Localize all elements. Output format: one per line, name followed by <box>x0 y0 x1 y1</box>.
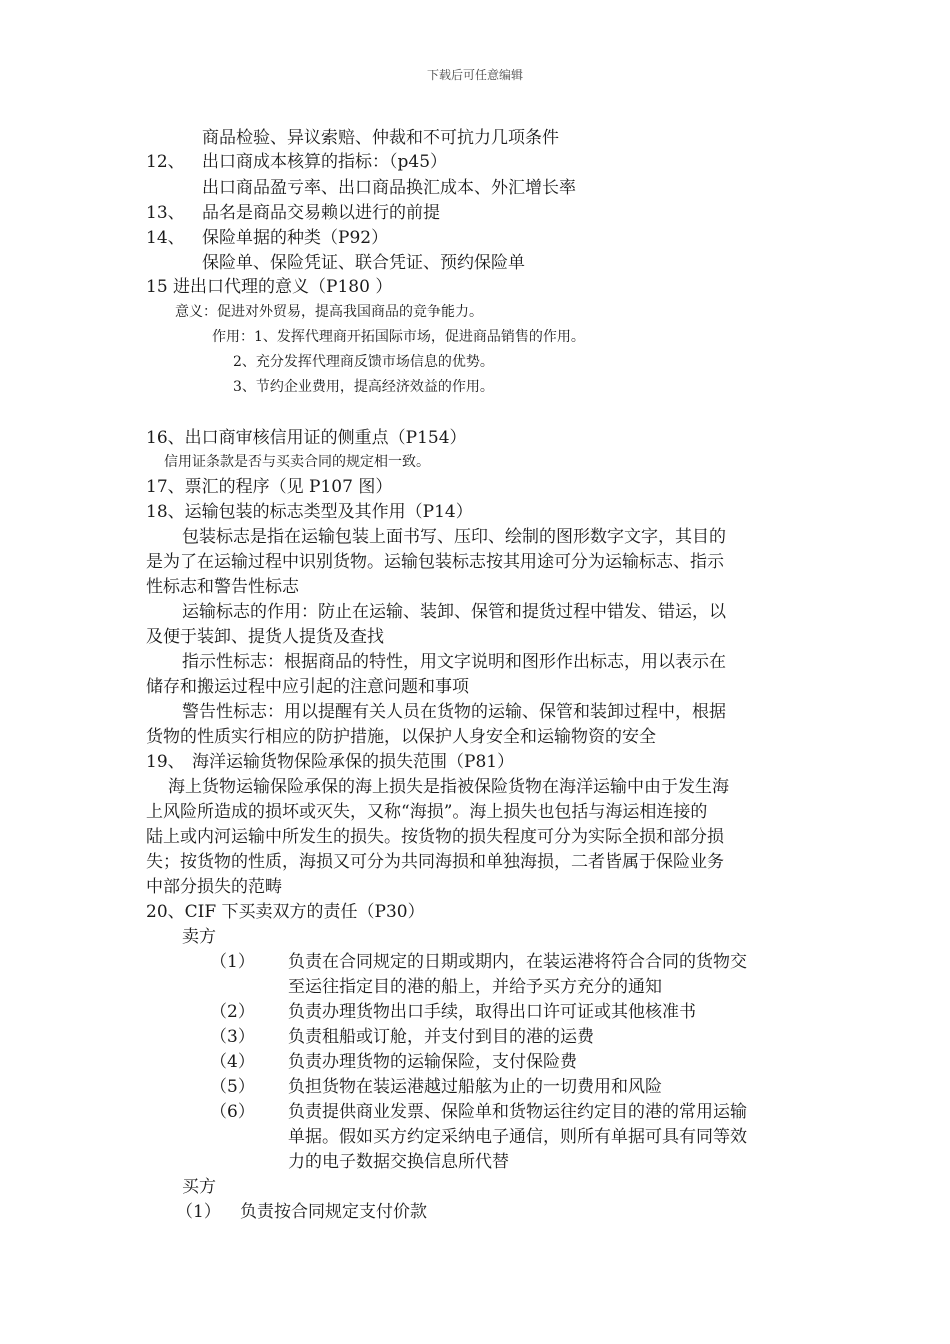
list-item: 负责办理货物出口手续，取得出口许可证或其他核准书 <box>288 1002 696 1022</box>
text-line: 3、节约企业费用，提高经济效益的作用。 <box>233 379 494 395</box>
list-item: 负责在合同规定的日期或期内，在装运港将符合合同的货物交 <box>288 952 747 972</box>
list-number: （1） <box>210 952 255 972</box>
item-number: 19、 <box>146 752 185 772</box>
list-number: （6） <box>210 1102 255 1122</box>
text-line: 警告性标志：用以提醒有关人员在货物的运输、保管和装卸过程中，根据 <box>182 702 726 722</box>
item-number: 12、 <box>146 152 185 172</box>
text-line: 作用：1、发挥代理商开拓国际市场，促进商品销售的作用。 <box>212 329 585 345</box>
heading-line: 海洋运输货物保险承保的损失范围（P81） <box>192 752 515 772</box>
text-line: 货物的性质实行相应的防护措施，以保护人身安全和运输物资的安全 <box>146 727 656 747</box>
text-line: 储存和搬运过程中应引起的注意问题和事项 <box>146 677 469 697</box>
list-number: （3） <box>210 1027 255 1047</box>
text-line: 保险单、保险凭证、联合凭证、预约保险单 <box>202 253 525 273</box>
text-line: 海上货物运输保险承保的海上损失是指被保险货物在海洋运输中由于发生海 <box>168 777 729 797</box>
text-line: 指示性标志：根据商品的特性，用文字说明和图形作出标志，用以表示在 <box>182 652 726 672</box>
text-line: 中部分损失的范畴 <box>146 877 282 897</box>
text-line: 意义：促进对外贸易，提高我国商品的竞争能力。 <box>175 304 483 320</box>
text-line: 出口商品盈亏率、出口商品换汇成本、外汇增长率 <box>202 178 576 198</box>
text-line: 陆上或内河运输中所发生的损失。按货物的损失程度可分为实际全损和部分损 <box>146 827 724 847</box>
heading-line: 16、出口商审核信用证的侧重点（P154） <box>146 428 467 448</box>
list-item: 单据。假如买方约定采纳电子通信，则所有单据可具有同等效 <box>288 1127 747 1147</box>
list-item: 负责提供商业发票、保险单和货物运往约定目的港的常用运输 <box>288 1102 747 1122</box>
text-line: 信用证条款是否与买卖合同的规定相一致。 <box>164 454 430 470</box>
list-item: 负责按合同规定支付价款 <box>240 1202 427 1222</box>
text-line: 是为了在运输过程中识别货物。运输包装标志按其用途可分为运输标志、指示 <box>146 552 724 572</box>
list-item: 至运往指定目的港的船上，并给予买方充分的通知 <box>288 977 662 997</box>
text-line: 运输标志的作用：防止在运输、装卸、保管和提货过程中错发、错运，以 <box>182 602 726 622</box>
heading-line: 保险单据的种类（P92） <box>202 228 389 248</box>
item-number: 13、 <box>146 203 185 223</box>
text-line: 失；按货物的性质，海损又可分为共同海损和单独海损，二者皆属于保险业务 <box>146 852 724 872</box>
text-line: 2、充分发挥代理商反馈市场信息的优势。 <box>233 354 494 370</box>
list-number: （2） <box>210 1002 255 1022</box>
list-item: 负责办理货物的运输保险，支付保险费 <box>288 1052 577 1072</box>
text-line: 性标志和警告性标志 <box>146 577 299 597</box>
heading-line: 15 进出口代理的意义（P180 ） <box>146 277 393 297</box>
text-line: 及便于装卸、提货人提货及查找 <box>146 627 384 647</box>
text-line: 包装标志是指在运输包装上面书写、压印、绘制的图形数字文字，其目的 <box>182 527 726 547</box>
list-number: （5） <box>210 1077 255 1097</box>
list-number: （4） <box>210 1052 255 1072</box>
text-line: 上风险所造成的损坏或灭失，又称“海损”。海上损失也包括与海运相连接的 <box>146 802 708 822</box>
page-header: 下载后可任意编辑 <box>426 68 523 82</box>
subheading-seller: 卖方 <box>182 927 216 947</box>
list-number: （1） <box>176 1202 221 1222</box>
list-item: 力的电子数据交换信息所代替 <box>288 1152 509 1172</box>
subheading-buyer: 买方 <box>182 1177 216 1197</box>
heading-line: 20、CIF 下买卖双方的责任（P30） <box>146 902 425 922</box>
list-item: 负责租船或订舱，并支付到目的港的运费 <box>288 1027 594 1047</box>
heading-line: 17、票汇的程序（见 P107 图） <box>146 477 393 497</box>
item-number: 14、 <box>146 228 185 248</box>
heading-line: 18、运输包装的标志类型及其作用（P14） <box>146 502 473 522</box>
heading-line: 出口商成本核算的指标：（p45） <box>202 152 448 172</box>
text-line: 商品检验、异议索赔、仲裁和不可抗力几项条件 <box>202 128 559 148</box>
heading-line: 品名是商品交易赖以进行的前提 <box>202 203 440 223</box>
list-item: 负担货物在装运港越过船舷为止的一切费用和风险 <box>288 1077 662 1097</box>
